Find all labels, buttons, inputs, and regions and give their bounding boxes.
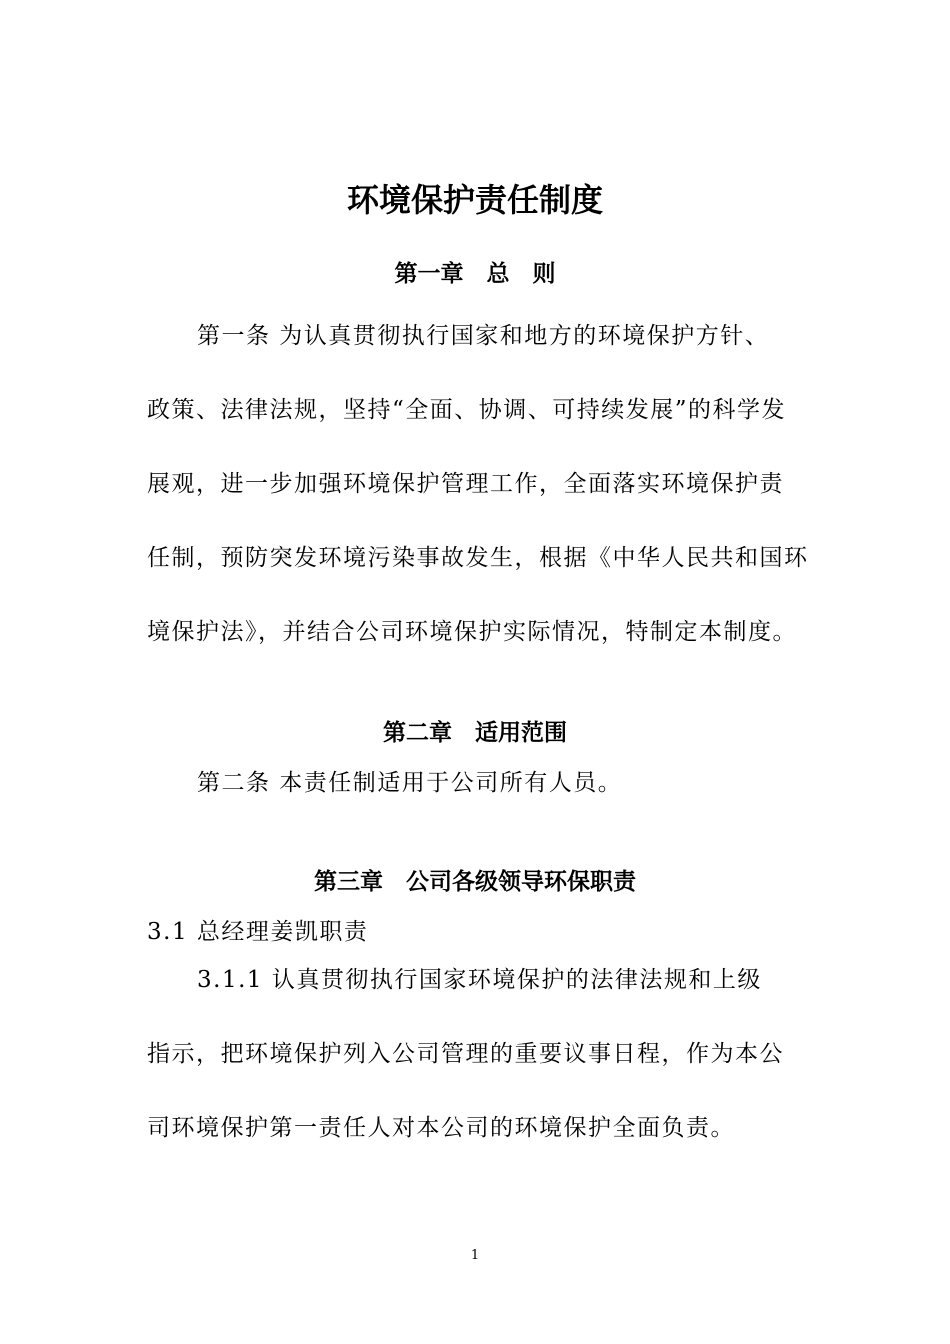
chapter-heading-1: 第一章 总 则 [394, 261, 556, 287]
paragraph-line: 3.1.1 认真贯彻执行国家环境保护的法律法规和上级 [197, 967, 762, 993]
paragraph-line: 展观，进一步加强环境保护管理工作，全面落实环境保护责 [147, 471, 784, 497]
paragraph-line: 司环境保护第一责任人对本公司的环境保护全面负责。 [147, 1115, 735, 1141]
paragraph-line: 指示，把环境保护列入公司管理的重要议事日程，作为本公 [147, 1041, 784, 1067]
paragraph-line: 第二条 本责任制适用于公司所有人员。 [197, 770, 623, 796]
paragraph-line: 政策、法律法规，坚持“全面、协调、可持续发展”的科学发 [147, 397, 787, 423]
paragraph-line: 3.1 总经理姜凯职责 [147, 919, 369, 945]
article-1-paragraph [147, 319, 807, 689]
document-title: 环境保护责任制度 [346, 181, 603, 219]
paragraph-line: 境保护法》，并结合公司环境保护实际情况，特制定本制度。 [147, 619, 797, 645]
paragraph-line: 任制，预防突发环境污染事故发生，根据《中华人民共和国环 [147, 545, 809, 571]
article-2-paragraph [147, 766, 807, 840]
chapter-heading-3: 第三章 公司各级领导环保职责 [314, 869, 636, 895]
page-number: 1 [470, 1248, 480, 1263]
clause-3-1-1-paragraph [147, 963, 807, 1185]
chapter-heading-2: 第二章 适用范围 [383, 720, 567, 746]
paragraph-line: 第一条 为认真贯彻执行国家和地方的环境保护方针、 [197, 323, 770, 349]
